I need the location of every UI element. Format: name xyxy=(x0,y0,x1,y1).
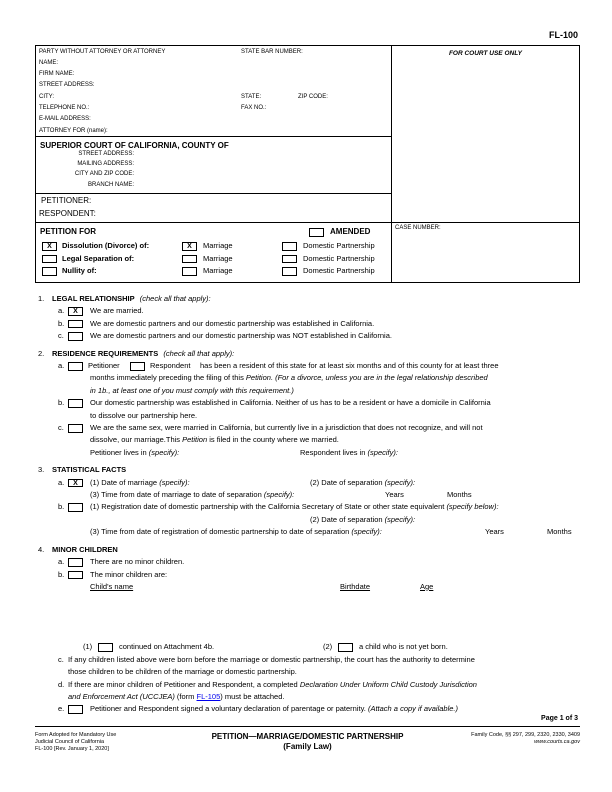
nullity-label: Nullity of: xyxy=(62,266,97,275)
dissolution-row xyxy=(36,240,391,253)
date-of-separation-3b[interactable] xyxy=(310,514,415,526)
item-4c-text-line1: If any children listed above were born before the marriage or domestic partnership, the court has the authority to determine xyxy=(68,654,475,664)
item-2b-line1 xyxy=(35,397,580,409)
checkbox-4b1-continued-attachment[interactable] xyxy=(98,643,113,652)
for-court-use-only-area xyxy=(392,46,579,223)
section-2-number: 2. xyxy=(38,348,45,358)
state-bar-number-label: STATE BAR NUMBER: xyxy=(241,48,303,55)
children-continued-row xyxy=(35,641,580,653)
superior-court-section xyxy=(36,137,392,194)
item-1c-letter: c. xyxy=(58,331,64,341)
dissolution-dp-checkbox[interactable] xyxy=(282,242,297,251)
checkbox-4e-voluntary-declaration[interactable] xyxy=(68,705,83,714)
children-table-header xyxy=(35,581,580,593)
item-2b-letter: b. xyxy=(58,398,65,408)
item-1c-text: We are domestic partners and our domestic partnership was NOT established in California. xyxy=(90,331,392,341)
item-2a-text-line3-italic: in 1b., at least one of you must comply with this requirement.) xyxy=(90,385,294,395)
court-branch-name-label: BRANCH NAME: xyxy=(87,181,134,188)
checkbox-4b2-child-not-yet-born[interactable] xyxy=(338,643,353,652)
item-4d-uccjea-title-line2: and Enforcement Act (UCCJEA) xyxy=(68,691,175,701)
respondent-lives-in-specify: (specify): xyxy=(367,447,398,457)
case-number-label: CASE NUMBER: xyxy=(395,225,441,231)
item-2c-text-line1: We are the same sex, were married in California, but currently live in a jurisdiction that does not recognize, and will not xyxy=(90,423,483,433)
legal-separation-row xyxy=(36,253,391,266)
item-4c-line1 xyxy=(35,654,580,666)
unborn-item-number: (2) xyxy=(323,642,333,652)
birthdate-column-header: Birthdate xyxy=(340,581,371,591)
case-number-box[interactable] xyxy=(392,223,579,282)
attorney-row-name[interactable] xyxy=(36,57,391,68)
item-4c-text-line2: those children to be children of the marriage or domestic partnership. xyxy=(68,667,297,677)
amended-checkbox[interactable] xyxy=(309,228,324,237)
item-4d-text-line1: If there are minor children of Petitioner and Respondent, a completed xyxy=(68,679,300,689)
item-4b-text: The minor children are: xyxy=(90,569,168,579)
attorney-section xyxy=(36,46,392,137)
item-2a-petitioner-label: Petitioner xyxy=(88,361,120,371)
fax-label: FAX NO.: xyxy=(241,104,267,111)
registration-date-label: (1) Registration date of domestic partnership with the California Secretary of State or other state equivalent xyxy=(90,502,447,512)
attorney-row-phone[interactable] xyxy=(36,102,391,113)
respondent-lives-in[interactable] xyxy=(300,447,398,459)
item-4d-line2 xyxy=(35,691,580,703)
age-column-header: Age xyxy=(420,581,434,591)
registration-date-specify: (specify below): xyxy=(446,502,499,512)
item-4e-text: Petitioner and Respondent signed a voluntary declaration of parentage or paternity. xyxy=(90,704,368,714)
section-2-heading xyxy=(35,348,580,360)
checkbox-4a-no-minor-children[interactable] xyxy=(68,558,83,567)
time-marriage-to-separation-specify: (specify): xyxy=(263,490,295,500)
item-3b-line1 xyxy=(35,501,580,513)
item-2a-text-line2: months immediately preceding the filing of this xyxy=(90,373,246,383)
months-label-3b: Months xyxy=(547,527,572,537)
respondent-lives-in-label: Respondent lives in xyxy=(300,447,368,457)
item-2a-text-line1: has been a resident of this state for at least six months and of this county for at least three xyxy=(200,361,499,371)
item-4d-letter: d. xyxy=(58,679,65,689)
legal-separation-marriage-label: Marriage xyxy=(203,253,233,263)
form-footer xyxy=(35,726,580,752)
item-4a-text: There are no minor children. xyxy=(90,557,185,567)
item-2c-line1 xyxy=(35,422,580,434)
continued-attachment-label: continued on Attachment 4b. xyxy=(119,642,215,652)
item-4e-letter: e. xyxy=(58,704,65,714)
footer-council-line: Judicial Council of California xyxy=(35,738,105,745)
section-3-heading xyxy=(35,464,580,476)
respondent-row[interactable] xyxy=(36,207,391,220)
dissolution-label: Dissolution (Divorce) of: xyxy=(62,241,150,250)
footer-revision-line: FL-100 [Rev. January 1, 2020] xyxy=(35,745,109,752)
court-street-address-label: STREET ADDRESS: xyxy=(78,151,134,157)
legal-separation-checkbox[interactable] xyxy=(42,255,57,264)
legal-separation-label: Legal Separation of: xyxy=(62,253,135,263)
item-2a-text-line2-italic: Petition. (For a divorce, unless you are in the legal relationship described xyxy=(245,373,488,383)
childs-name-column-header: Child's name xyxy=(90,581,134,591)
item-1b xyxy=(35,318,580,330)
attorney-row-attorney-for[interactable] xyxy=(36,125,391,136)
attorney-row-firm[interactable] xyxy=(36,69,391,80)
footer-adopted-line: Form Adopted for Mandatory Use xyxy=(35,732,117,738)
item-4d-form-text: (form xyxy=(174,691,197,701)
nullity-marriage-checkbox[interactable] xyxy=(182,267,197,276)
legal-separation-marriage-checkbox[interactable] xyxy=(182,255,197,264)
petition-for-label: PETITION FOR xyxy=(40,227,96,236)
attorney-row-email[interactable] xyxy=(36,114,391,125)
item-4b xyxy=(35,569,580,581)
children-entry-area[interactable] xyxy=(35,593,580,641)
superior-court-title: SUPERIOR COURT OF CALIFORNIA, COUNTY OF xyxy=(40,141,229,150)
date-of-separation-specify-3b: (specify): xyxy=(384,514,416,524)
section-3-number: 3. xyxy=(38,465,45,475)
attorney-row-party xyxy=(36,46,391,57)
checkbox-1a-we-are-married[interactable]: X xyxy=(68,307,83,316)
section-3-title: STATISTICAL FACTS xyxy=(52,465,127,475)
nullity-checkbox[interactable] xyxy=(42,267,57,276)
time-registration-to-separation-specify: (specify): xyxy=(351,527,382,537)
petitioner-lives-in-specify: (specify): xyxy=(148,447,180,457)
item-2c-text-line2-pre: dissolve, our marriage.This xyxy=(90,435,183,445)
checkbox-3a-marriage-dates[interactable]: X xyxy=(68,479,83,488)
section-2-hint: (check all that apply): xyxy=(163,348,235,358)
item-1c xyxy=(35,330,580,342)
item-3a-letter: a. xyxy=(58,477,65,487)
petition-for-section xyxy=(36,223,392,282)
street-address-label: STREET ADDRESS: xyxy=(39,82,95,89)
item-1a xyxy=(35,305,580,317)
email-label: E-MAIL ADDRESS: xyxy=(39,116,91,123)
respondent-label: RESPONDENT: xyxy=(39,209,96,218)
petition-for-header-row xyxy=(36,224,391,240)
item-4d-text-end: ) must be attached. xyxy=(220,691,285,701)
item-4b-letter: b. xyxy=(58,569,65,579)
page-number: Page 1 of 3 xyxy=(541,715,578,722)
item-3b-line3 xyxy=(35,526,580,538)
footer-form-subtitle: (Family Law) xyxy=(283,742,332,751)
dissolution-marriage-checkbox[interactable]: X xyxy=(182,242,197,251)
date-of-marriage-specify: (specify): xyxy=(159,477,190,487)
section-4-title: MINOR CHILDREN xyxy=(52,544,118,554)
court-city-zip-label: CITY AND ZIP CODE: xyxy=(74,171,134,178)
item-1b-text: We are domestic partners and our domestic partnership was established in California. xyxy=(90,318,375,328)
legal-separation-dp-label: Domestic Partnership xyxy=(303,253,375,263)
lives-in-row xyxy=(35,447,580,459)
item-2b-text-line2: to dissolve our partnership here. xyxy=(90,410,198,420)
amended-label: AMENDED xyxy=(330,227,371,236)
date-of-separation-label-3a: (2) Date of separation xyxy=(310,477,385,487)
item-2b-line2 xyxy=(35,410,580,422)
item-2a-line2 xyxy=(35,372,580,384)
attorney-for-label: ATTORNEY FOR (name): xyxy=(39,127,108,134)
date-of-marriage-label: (1) Date of marriage xyxy=(90,477,160,487)
petitioner-row[interactable] xyxy=(36,194,391,207)
item-4c-letter: c. xyxy=(58,654,64,664)
attorney-row-city[interactable] xyxy=(36,91,391,102)
item-2c-text-line2-post: is filed in the county where we married. xyxy=(207,435,339,445)
zip-code-label: ZIP CODE: xyxy=(298,93,328,100)
item-2a-line3 xyxy=(35,385,580,397)
checkbox-3b-dp-dates[interactable] xyxy=(68,503,83,512)
footer-form-title: PETITION—MARRIAGE/DOMESTIC PARTNERSHIP xyxy=(211,732,404,741)
nullity-dp-label: Domestic Partnership xyxy=(303,266,375,275)
date-of-separation-label-3b: (2) Date of separation xyxy=(310,514,385,524)
for-court-use-only-label: FOR COURT USE ONLY xyxy=(448,50,523,57)
nullity-marriage-label: Marriage xyxy=(203,266,233,275)
section-4-number: 4. xyxy=(38,544,45,554)
dissolution-marriage-label: Marriage xyxy=(203,241,233,250)
name-label: NAME: xyxy=(39,59,59,66)
item-4e xyxy=(35,703,580,715)
checkbox-2a-petitioner[interactable] xyxy=(68,362,83,371)
petitioner-label: PETITIONER: xyxy=(41,196,92,205)
state-label: STATE: xyxy=(241,93,262,100)
telephone-label: TELEPHONE NO.: xyxy=(39,104,90,111)
footer-code-block xyxy=(471,732,580,746)
section-4-heading xyxy=(35,544,580,556)
party-without-attorney-label: PARTY WITHOUT ATTORNEY OR ATTORNEY xyxy=(39,48,166,55)
item-2a-respondent-label: Respondent xyxy=(150,361,191,371)
item-1a-text: We are married. xyxy=(90,306,144,316)
checkbox-2a-respondent[interactable] xyxy=(130,362,145,371)
form-header-box xyxy=(35,45,580,283)
years-label-3b: Years xyxy=(485,527,504,537)
time-registration-to-separation-label: (3) Time from date of registration of domestic partnership to date of separation xyxy=(90,527,352,537)
item-3a-line2 xyxy=(35,489,580,501)
section-2-title: RESIDENCE REQUIREMENTS xyxy=(52,348,159,358)
section-1-title: LEGAL RELATIONSHIP xyxy=(52,294,135,303)
checkbox-1c-dp-not-established[interactable] xyxy=(68,332,83,341)
form-number: FL-100 xyxy=(548,30,578,40)
item-1a-letter: a. xyxy=(58,306,65,316)
parties-section xyxy=(36,194,392,223)
checkbox-4b-minor-children[interactable] xyxy=(68,571,83,580)
form-body xyxy=(35,288,580,716)
footer-family-code-line: Family Code, §§ 297, 299, 2320, 2330, 3409 xyxy=(471,732,580,738)
child-not-yet-born-label: a child who is not yet born. xyxy=(359,642,448,652)
section-1-heading xyxy=(35,293,580,305)
nullity-row xyxy=(36,265,391,278)
checkbox-1b-dp-established[interactable] xyxy=(68,320,83,329)
petitioner-lives-in-label: Petitioner lives in xyxy=(90,447,149,457)
footer-adoption-block xyxy=(35,732,116,752)
footer-courts-url[interactable]: www.courts.ca.gov xyxy=(534,738,580,745)
years-label-3a: Years xyxy=(385,490,404,500)
firm-name-label: FIRM NAME: xyxy=(39,71,75,78)
item-2c-text-line2-italic: Petition xyxy=(182,435,208,445)
item-2c-letter: c. xyxy=(58,423,64,433)
nullity-dp-checkbox[interactable] xyxy=(282,267,297,276)
item-3b-letter: b. xyxy=(58,502,65,512)
fl-105-link[interactable]: FL-105 xyxy=(196,691,221,701)
continued-item-number: (1) xyxy=(83,642,93,652)
attorney-row-street[interactable] xyxy=(36,80,391,91)
item-4e-text-italic: (Attach a copy if available.) xyxy=(367,704,459,714)
city-label: CITY: xyxy=(39,93,55,100)
item-3a-line1 xyxy=(35,477,580,489)
section-1-number: 1. xyxy=(38,294,45,303)
item-2a-letter: a. xyxy=(58,361,65,371)
court-mailing-address-label: MAILING ADDRESS: xyxy=(77,161,134,168)
date-of-separation-specify-3a: (specify): xyxy=(384,477,416,487)
item-4a xyxy=(35,556,580,568)
checkbox-2c-same-sex[interactable] xyxy=(68,424,83,433)
time-marriage-to-separation-label: (3) Time from date of marriage to date of separation xyxy=(90,490,264,500)
section-1-hint: (check all that apply): xyxy=(139,294,211,303)
item-1b-letter: b. xyxy=(58,318,65,328)
checkbox-2b-dp-established[interactable] xyxy=(68,399,83,408)
legal-separation-dp-checkbox[interactable] xyxy=(282,255,297,264)
item-3b-line2 xyxy=(35,514,580,526)
item-2a-line1 xyxy=(35,360,580,372)
item-4d-line1 xyxy=(35,679,580,691)
item-4a-letter: a. xyxy=(58,557,65,567)
item-2c-line2 xyxy=(35,434,580,446)
dissolution-dp-label: Domestic Partnership xyxy=(303,241,375,250)
item-2b-text-line1: Our domestic partnership was established in California. Neither of us has to be a resident or have a domicile in California xyxy=(90,398,491,408)
date-of-separation-3a[interactable] xyxy=(310,477,415,489)
months-label-3a: Months xyxy=(447,490,472,500)
item-4c-line2 xyxy=(35,666,580,678)
item-4d-uccjea-title-line1: Declaration Under Uniform Child Custody Jurisdiction xyxy=(299,679,477,689)
dissolution-checkbox[interactable]: X xyxy=(42,242,57,251)
